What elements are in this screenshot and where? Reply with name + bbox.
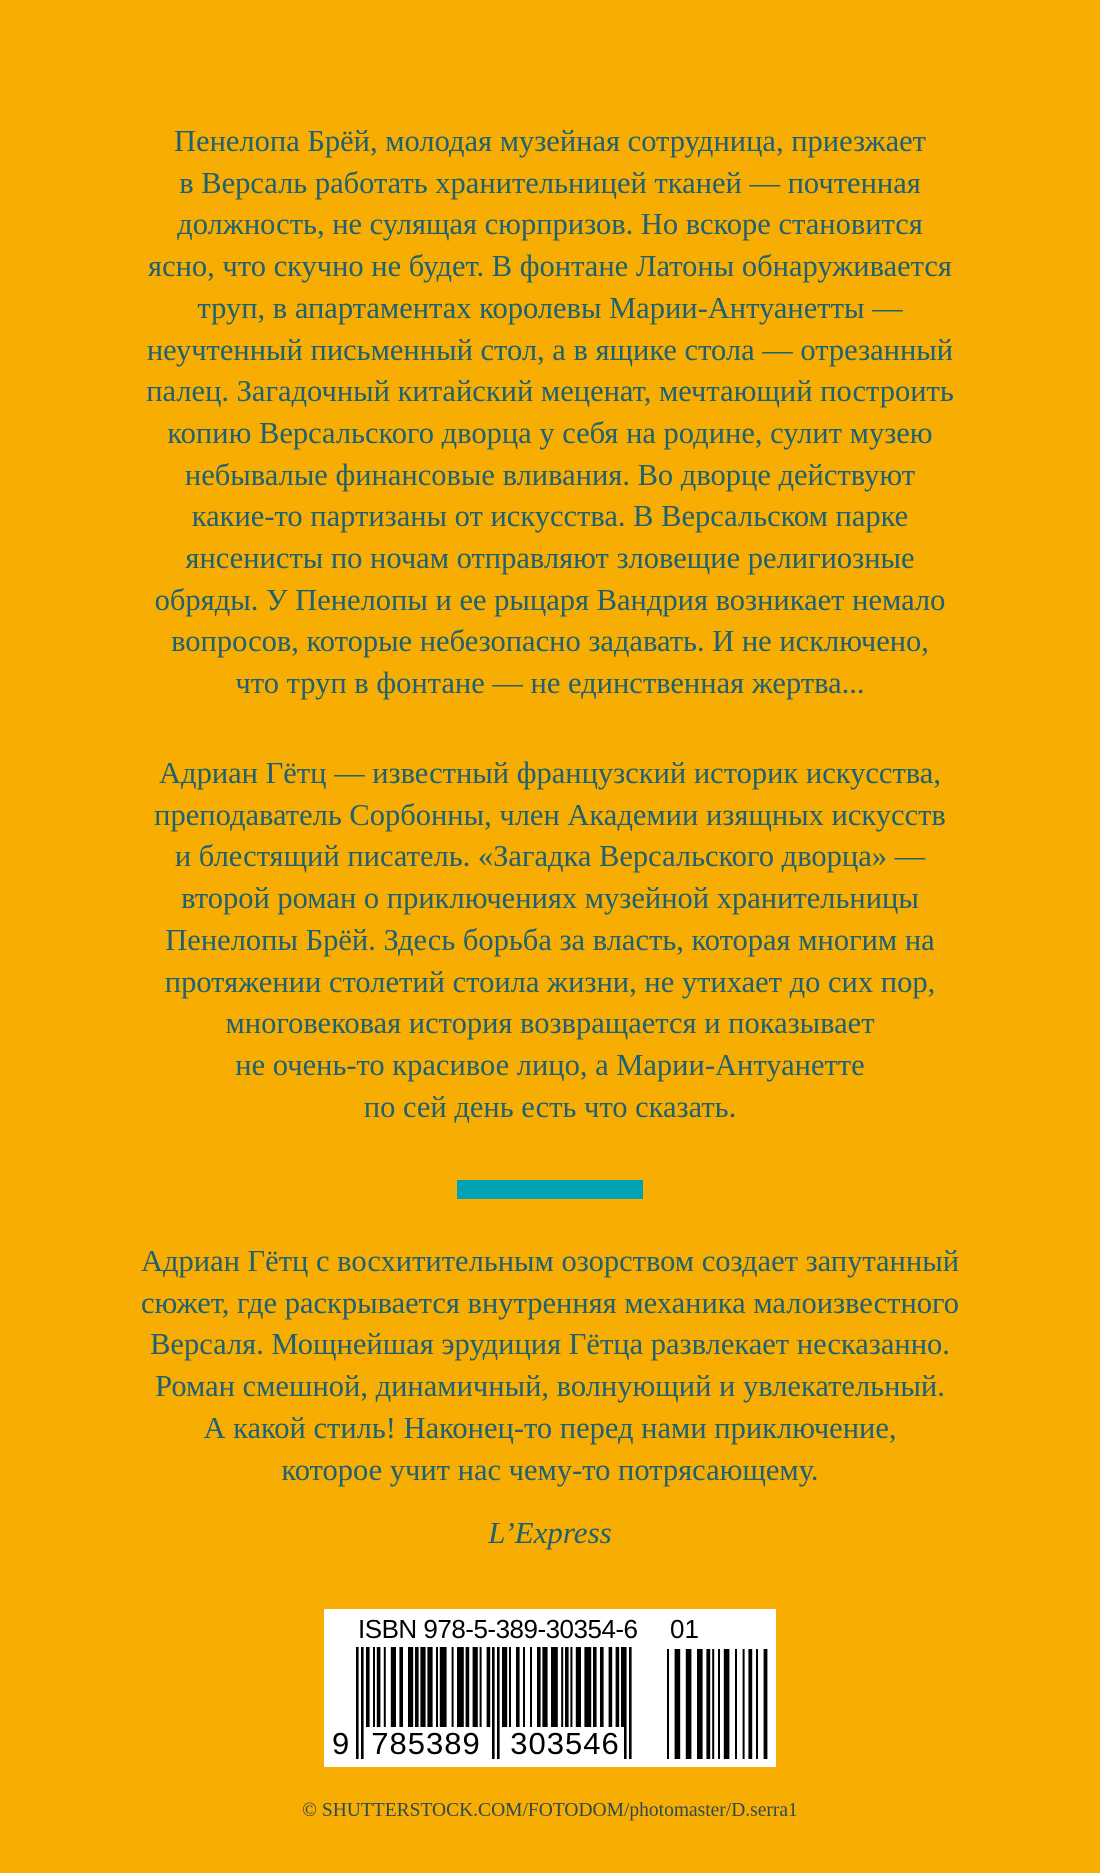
synopsis-paragraph xyxy=(0,121,1100,705)
author-bio-paragraph xyxy=(0,753,1100,1128)
text-line: труп, в апартаментах королевы Марии-Антуанетты — xyxy=(197,290,903,325)
text-line: многовековая история возвращается и показывает xyxy=(225,1006,875,1041)
text-line: Роман смешной, динамичный, волнующий и увлекательный. xyxy=(155,1369,945,1404)
text-line: преподаватель Сорбонны, член Академии изящных искусств xyxy=(154,797,946,832)
text-line: Пенелопа Брёй, молодая музейная сотрудница, приезжает xyxy=(174,124,926,158)
text-line: не очень-то красивое лицо, а Марии-Антуанетте xyxy=(235,1047,865,1082)
text-line: в Версаль работать хранительницей тканей — почтенная xyxy=(179,165,921,200)
text-line: неучтенный письменный стол, а в ящике стола — отрезанный xyxy=(146,332,954,367)
text-line: что труп в фонтане — не единственная жертва... xyxy=(235,666,865,701)
text-line: палец. Загадочный китайский меценат, мечтающий построить xyxy=(146,374,954,409)
text-line: ясно, что скучно не будет. В фонтане Латоны обнаруживается xyxy=(148,249,952,284)
text-line: по сей день есть что сказать. xyxy=(363,1089,737,1124)
text-line: сюжет, где раскрывается внутренняя механика малоизвестного xyxy=(140,1285,960,1320)
review-quote-paragraph xyxy=(0,1241,1100,1491)
text-line: какие-то партизаны от искусства. В Версальском парке xyxy=(191,499,909,534)
text-line: должность, не сулящая сюрпризов. Но вскоре становится xyxy=(177,207,923,242)
text-line: янсенисты по ночам отправляют зловещие религиозные xyxy=(185,541,915,576)
text-line: протяжении столетий стоила жизни, не утихает до сих пор, xyxy=(164,964,936,999)
text-line: второй роман о приключениях музейной хранительницы xyxy=(181,881,919,916)
text-line: Адриан Гётц с восхитительным озорством создает запутанный xyxy=(140,1244,960,1278)
barcode-digit-first: 9 xyxy=(332,1726,350,1761)
text-line: Пенелопы Брёй. Здесь борьба за власть, которая многим на xyxy=(165,922,935,957)
barcode-digits-left: 785389 xyxy=(371,1726,481,1761)
text-line: и блестящий писатель. «Загадка Версальского дворца» — xyxy=(174,839,926,874)
text-line: копию Версальского дворца у себя на родине, сулит музею xyxy=(167,415,933,450)
text-line: небывалые финансовые вливания. Во дворце действуют xyxy=(184,457,916,492)
isbn-label: ISBN 978-5-389-30354-6 xyxy=(358,1614,638,1644)
addon-label: 01 xyxy=(670,1614,699,1644)
text-line: вопросов, которые небезопасно задавать. И не исключено, xyxy=(171,624,929,659)
text-line: Адриан Гётц — известный французский историк искусства, xyxy=(159,756,941,790)
quote-source: L’Express xyxy=(488,1515,612,1550)
barcode-digits-right: 303546 xyxy=(510,1726,620,1761)
section-divider xyxy=(457,1180,643,1199)
isbn-barcode xyxy=(324,1609,776,1767)
text-line: которое учит нас чему-то потрясающему. xyxy=(281,1452,819,1487)
text-line: А какой стиль! Наконец-то перед нами приключение, xyxy=(203,1410,897,1445)
text-line: Версаля. Мощнейшая эрудиция Гётца развлекает несказанно. xyxy=(150,1327,950,1362)
text-line: обряды. У Пенелопы и ее рыцаря Вандрия возникает немало xyxy=(154,582,946,617)
photo-credit: © SHUTTERSTOCK.COM/FOTODOM/photomaster/D.serra1 xyxy=(302,1800,798,1821)
